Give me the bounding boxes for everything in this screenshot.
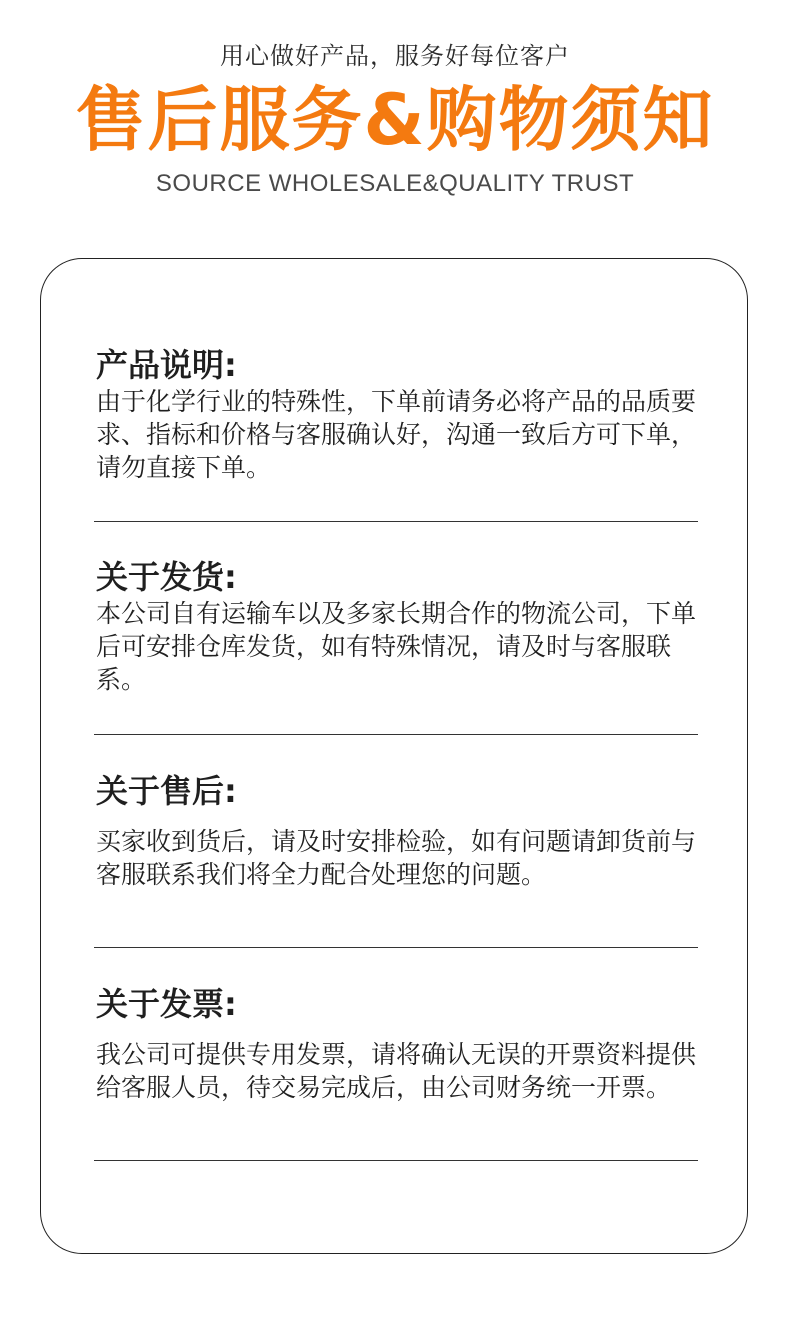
header	[0, 0, 790, 230]
section-title: 产品说明:	[96, 346, 237, 384]
section-product-description	[96, 345, 698, 484]
section-title: 关于售后:	[96, 772, 237, 810]
section-body: 买家收到货后，请及时安排检验，如有问题请卸货前与客服联系我们将全力配合处理您的问题。	[96, 827, 697, 889]
section-body: 我公司可提供专用发票，请将确认无误的开票资料提供给客服人员，待交易完成后，由公司财务统一开票。	[96, 1040, 697, 1102]
section-shipping	[96, 557, 698, 696]
section-title: 关于发货:	[96, 558, 237, 596]
tagline: 用心做好产品，服务好每位客户	[220, 42, 570, 70]
section-divider	[94, 521, 698, 522]
page-title: 售后服务&购物须知	[75, 79, 715, 161]
section-after-sales	[96, 771, 698, 891]
section-body: 由于化学行业的特殊性，下单前请务必将产品的品质要求、指标和价格与客服确认好，沟通一致后方可下单，请勿直接下单。	[96, 387, 697, 482]
section-divider	[94, 734, 698, 735]
page-subtitle: SOURCE WHOLESALE&QUALITY TRUST	[155, 170, 635, 197]
section-divider	[94, 947, 698, 948]
section-invoice	[96, 984, 698, 1104]
section-title: 关于发票:	[96, 985, 237, 1023]
section-divider	[94, 1160, 698, 1161]
notice-card	[40, 258, 748, 1254]
section-body: 本公司自有运输车以及多家长期合作的物流公司，下单后可安排仓库发货，如有特殊情况，请及时与客服联系。	[96, 599, 697, 694]
